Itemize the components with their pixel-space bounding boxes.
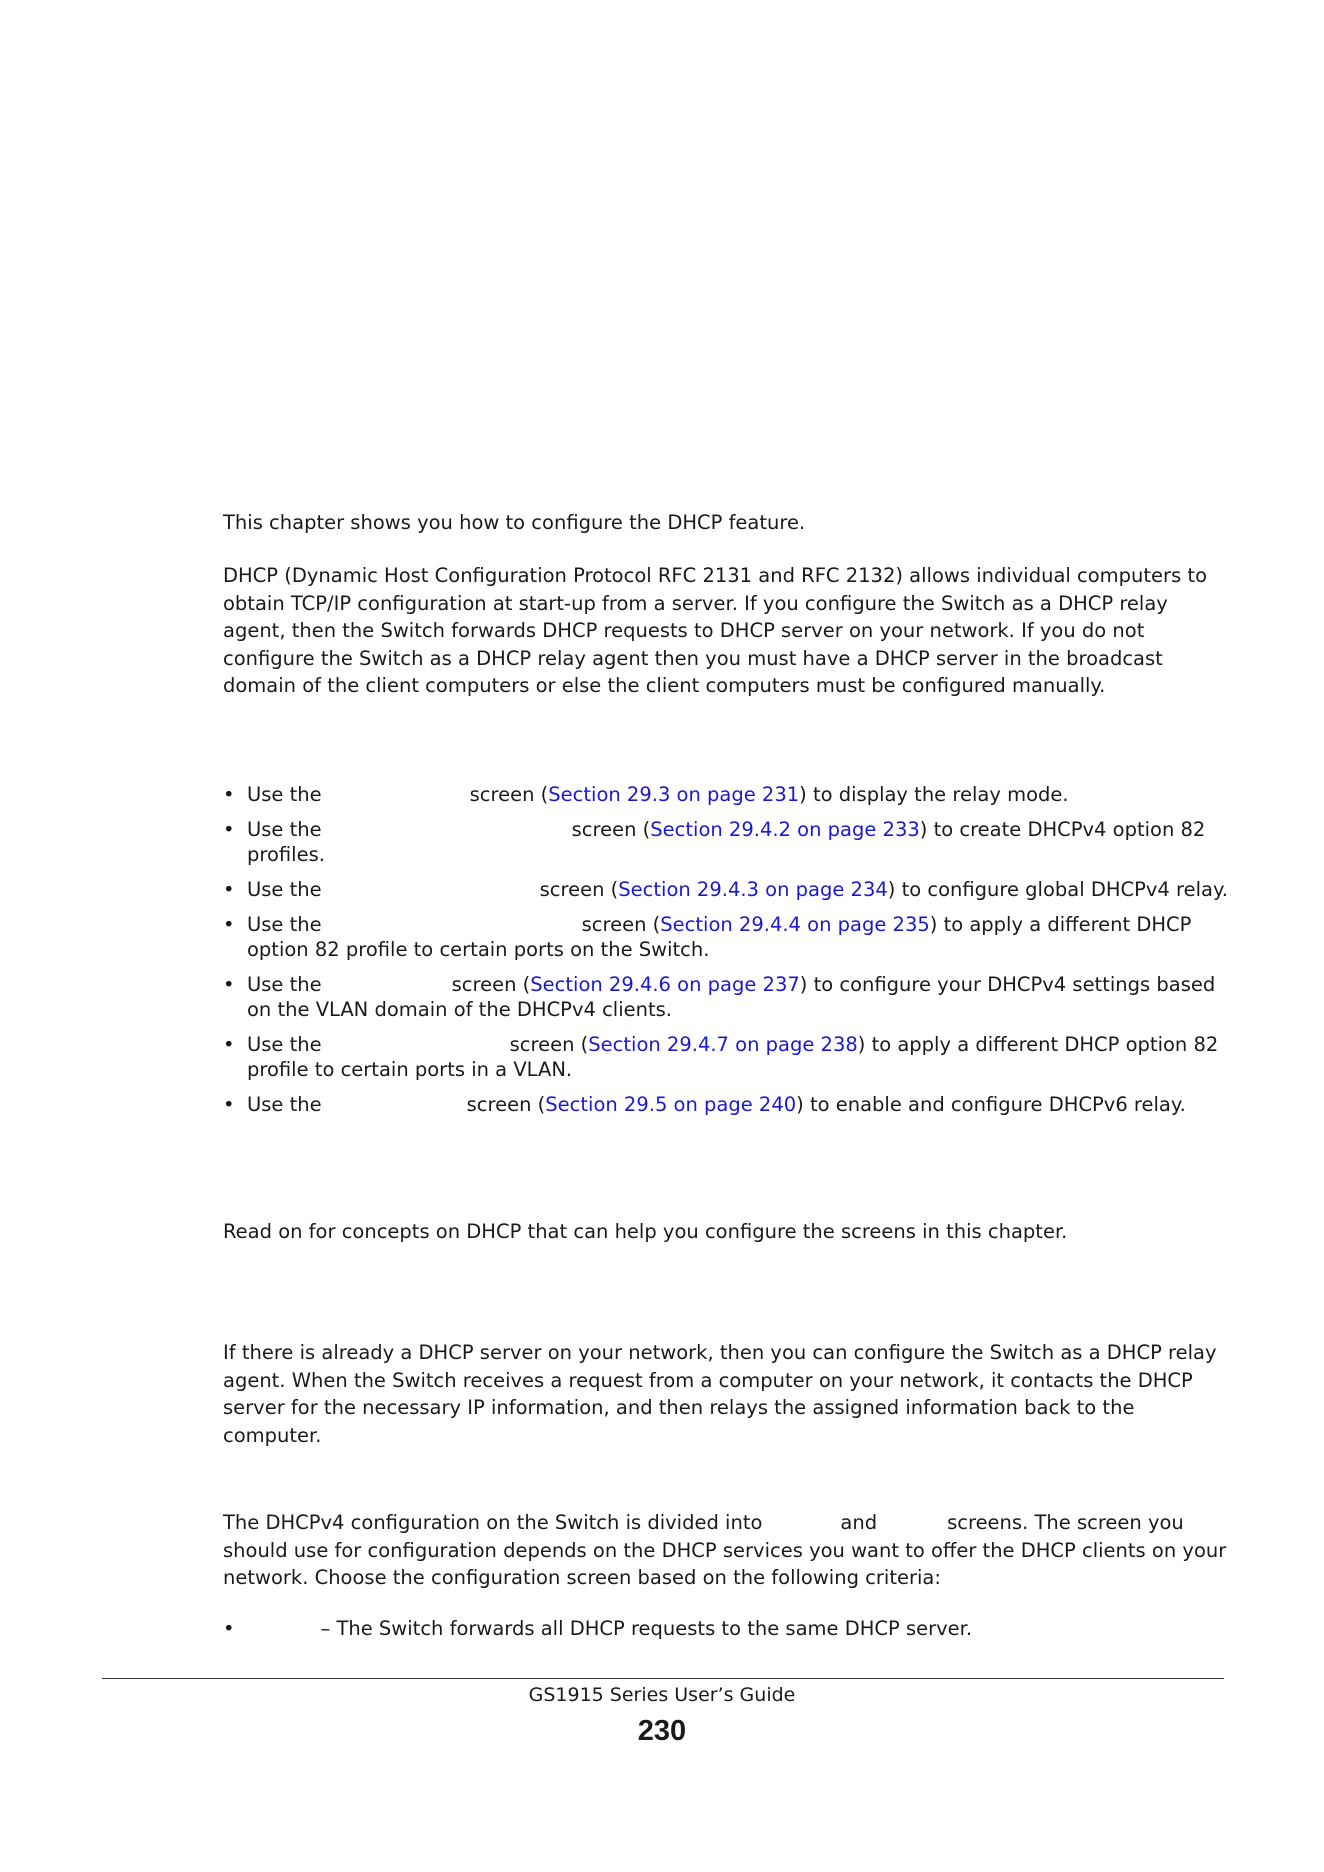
list-item: • Use the screen (Section 29.5 on page 240) to enable and configure DHCPv6 relay. <box>223 1093 1186 1116</box>
guide-title: GS1915 Series User’s Guide <box>528 1684 796 1706</box>
page-number: 230 <box>637 1715 687 1747</box>
configuration-paragraph: The DHCPv4 configuration on the Switch is divided into and screens. The screen you should use for configuration depends on the DHCP services you want to offer the DHCP clients on your network. Choose the configuration screen based on the following criteria: <box>223 1511 1227 1589</box>
chapter-intro: This chapter shows you how to configure the DHCP feature. <box>223 511 806 534</box>
section-link[interactable]: Section 29.4.2 on page 233 <box>650 818 920 841</box>
list-item: • Use the screen (Section 29.4.2 on page 233) to create DHCPv4 option 82 profiles. <box>223 818 1206 866</box>
section-link[interactable]: Section 29.4.7 on page 238 <box>588 1033 858 1056</box>
section-link[interactable]: Section 29.5 on page 240 <box>545 1093 797 1116</box>
concepts-intro: Read on for concepts on DHCP that can help you configure the screens in this chapter. <box>223 1220 1068 1243</box>
footer-divider <box>102 1678 1224 1679</box>
screen-list <box>223 782 1233 1127</box>
section-link[interactable]: Section 29.4.3 on page 234 <box>618 878 888 901</box>
list-item: • Use the screen (Section 29.4.3 on page 234) to configure global DHCPv4 relay. <box>223 878 1228 901</box>
section-link[interactable]: Section 29.4.6 on page 237 <box>530 973 800 996</box>
list-item: • Use the screen (Section 29.4.4 on page 235) to apply a different DHCP option 82 profile to certain ports on the Switch. <box>223 913 1192 961</box>
relay-agent-paragraph: If there is already a DHCP server on your network, then you can configure the Switch as a DHCP relay agent. When the Switch receives a request from a computer on your network, it contacts the DHCP server for the necessary IP information, and then relays the assigned information back to the computer. <box>223 1341 1217 1447</box>
section-link[interactable]: Section 29.4.4 on page 235 <box>660 913 930 936</box>
section-link[interactable]: Section 29.3 on page 231 <box>548 783 800 806</box>
list-item: • Use the screen (Section 29.4.6 on page 237) to configure your DHCPv4 settings based on the VLAN domain of the DHCPv4 clients. <box>223 973 1216 1021</box>
list-item: • – The Switch forwards all DHCP requests to the same DHCP server. <box>223 1617 973 1640</box>
list-item: • Use the screen (Section 29.4.7 on page 238) to apply a different DHCP option 82 profile to certain ports in a VLAN. <box>223 1033 1219 1081</box>
list-item: • Use the screen (Section 29.3 on page 231) to display the relay mode. <box>223 783 1069 806</box>
dhcp-overview-paragraph: DHCP (Dynamic Host Configuration Protocol RFC 2131 and RFC 2132) allows individual computers to obtain TCP/IP configuration at start-up from a server. If you configure the Switch as a DHCP relay agent, then the Switch forwards DHCP requests to DHCP server on your network. If you do not configure the Switch as a DHCP relay agent then you must have a DHCP server in the broadcast domain of the client computers or else the client computers must be configured manually. <box>223 564 1208 697</box>
